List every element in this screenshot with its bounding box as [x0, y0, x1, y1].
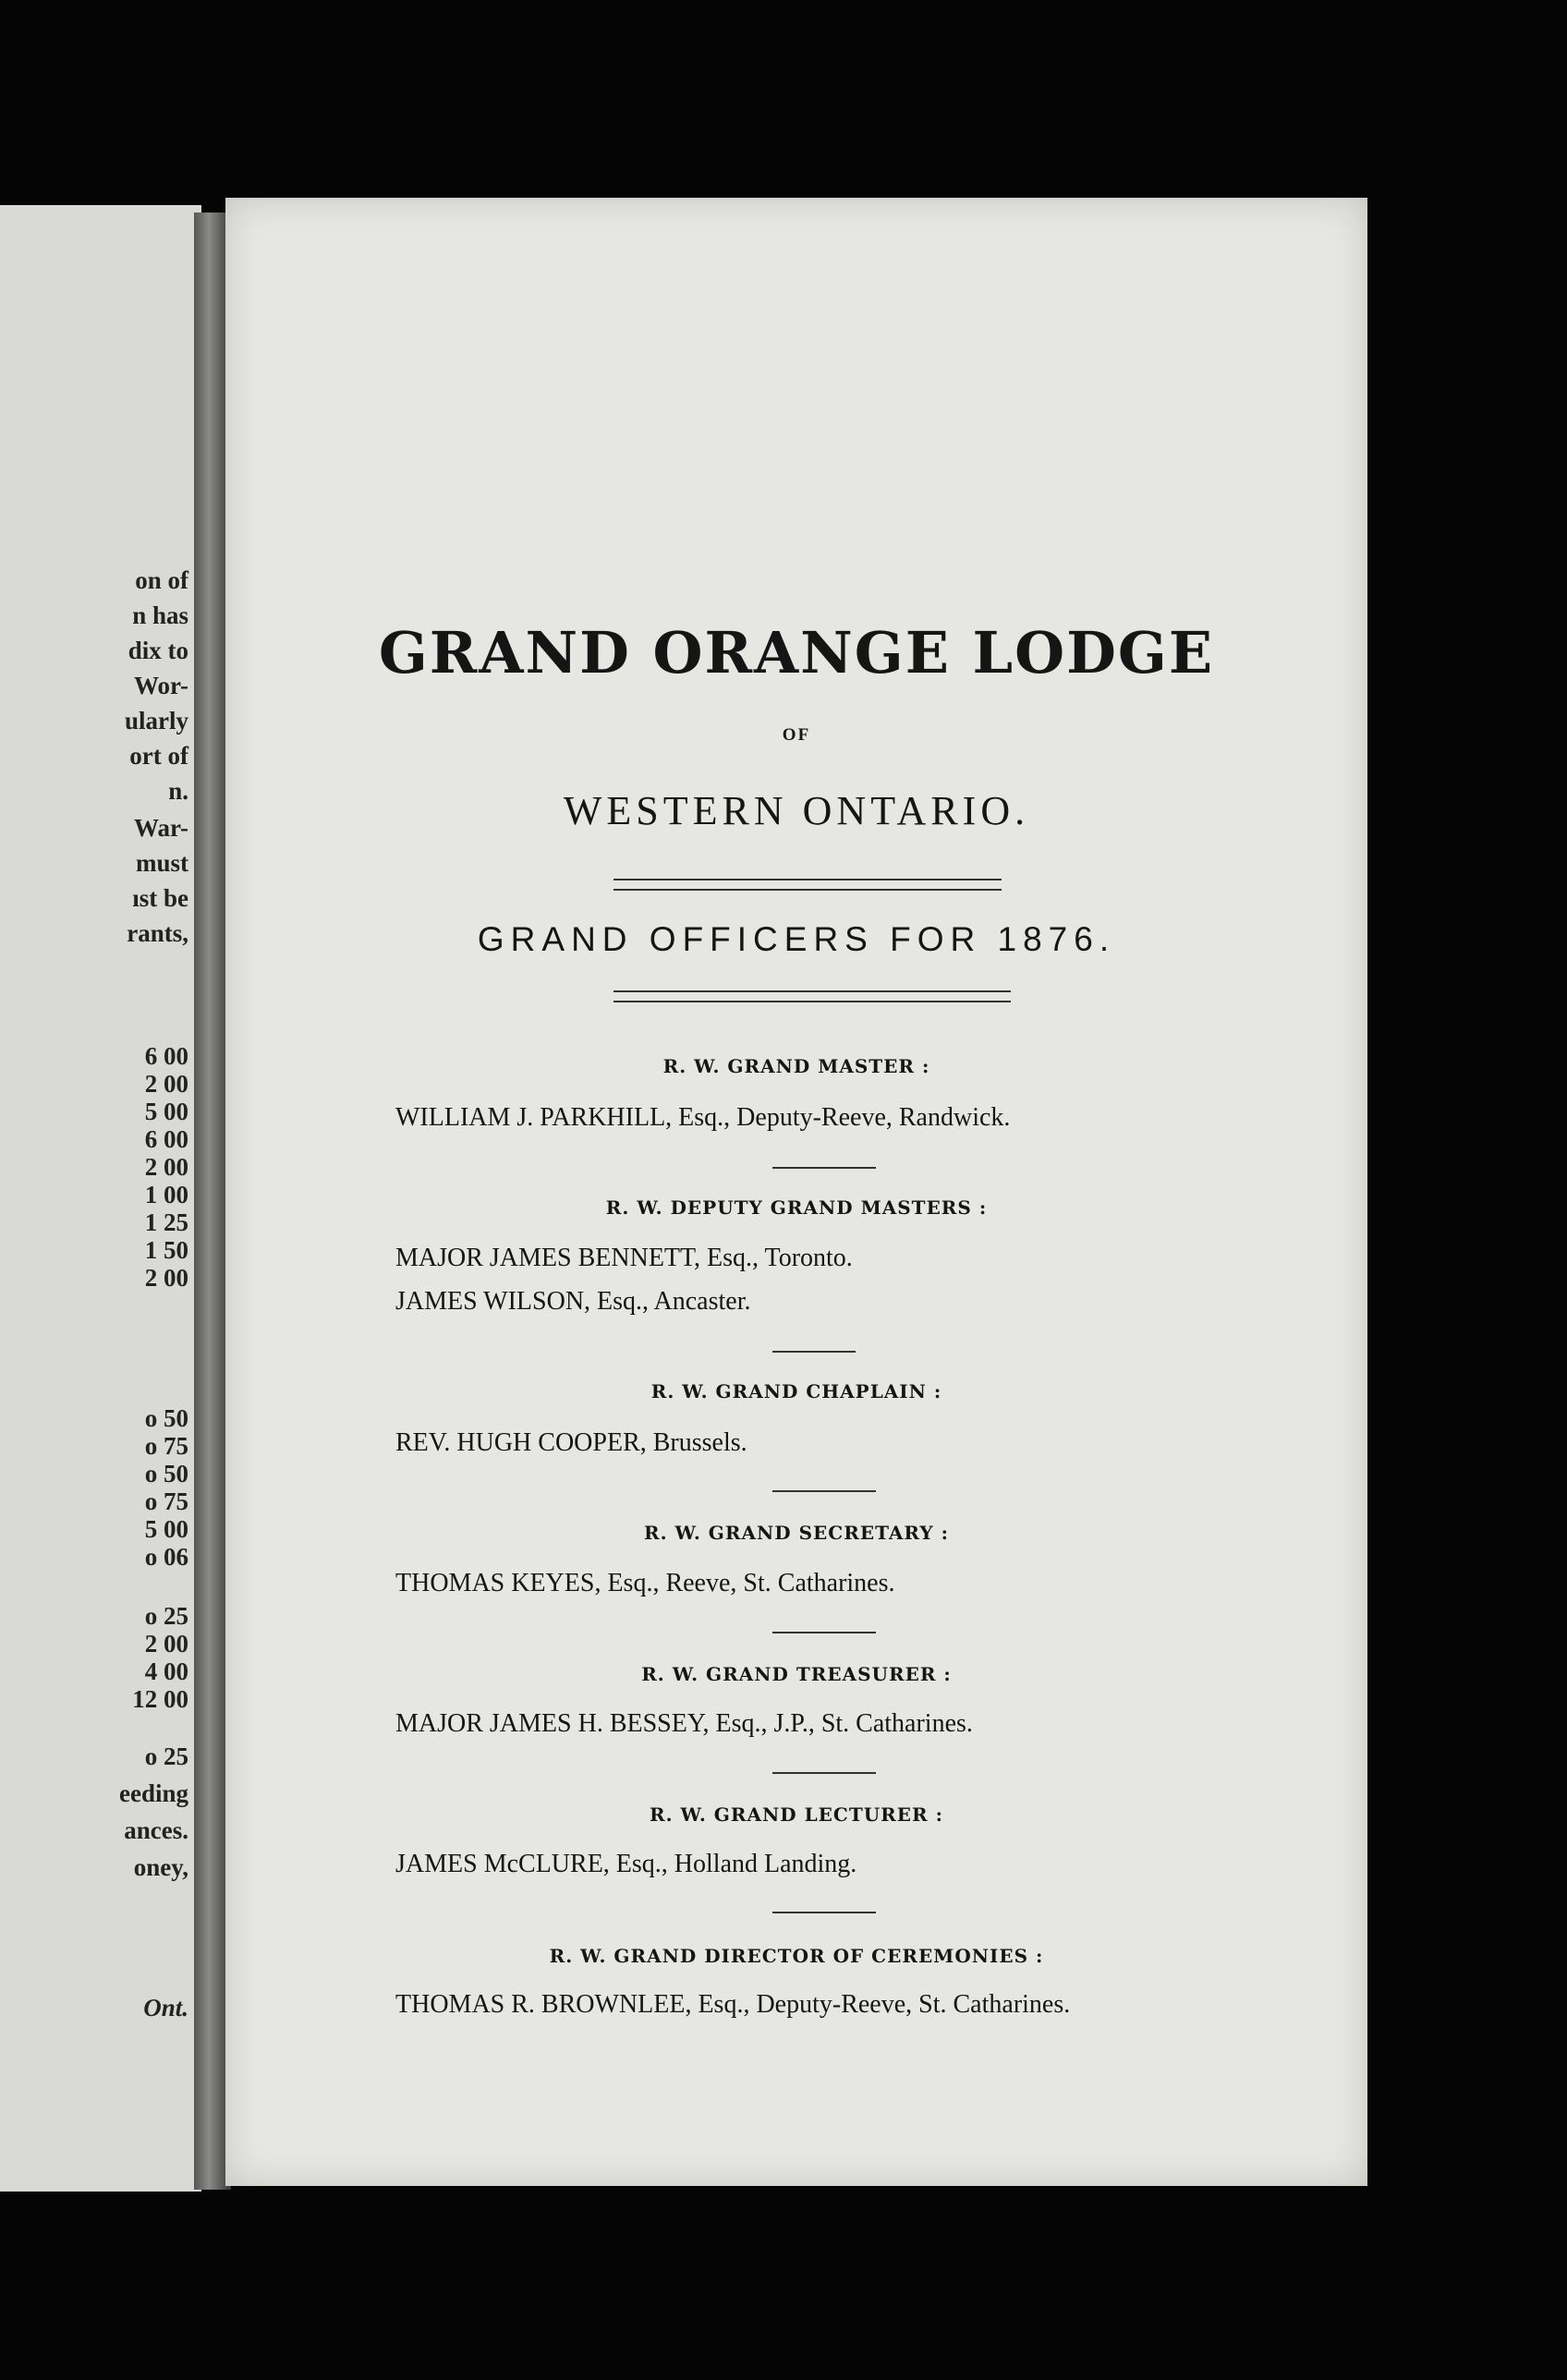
left-text-line: War- — [134, 814, 188, 842]
left-text-line: 2 00 — [144, 1070, 188, 1098]
officer-entry: MAJOR JAMES H. BESSEY, Esq., J.P., St. Catharines. — [395, 1709, 973, 1738]
left-text-line: n. — [168, 777, 188, 805]
section-divider — [772, 1490, 876, 1492]
left-text-line: 1 50 — [144, 1236, 188, 1264]
left-text-line: 4 00 — [144, 1658, 188, 1685]
officer-entry: JAMES WILSON, Esq., Ancaster. — [395, 1287, 751, 1316]
officer-entry: THOMAS KEYES, Esq., Reeve, St. Catharines. — [395, 1569, 895, 1597]
left-text-line: o 50 — [144, 1460, 188, 1488]
double-rule — [613, 879, 1002, 891]
section-divider — [772, 1912, 876, 1913]
title-of: OF — [782, 725, 811, 745]
left-text-line: o 50 — [144, 1404, 188, 1432]
left-text-line: o 25 — [144, 1602, 188, 1630]
section-heading: R. W. DEPUTY GRAND MASTERS : — [605, 1196, 988, 1219]
document-title: GRAND ORANGE LODGE — [378, 619, 1215, 686]
left-text-line: on of — [135, 566, 188, 594]
left-text-line: ıst be — [132, 884, 188, 912]
left-text-line: ort of — [129, 742, 188, 770]
left-text-line: rants, — [127, 919, 188, 947]
section-heading: R. W. GRAND SECRETARY : — [643, 1522, 950, 1544]
section-heading: R. W. GRAND LECTURER : — [649, 1803, 943, 1826]
left-text-line: 5 00 — [144, 1098, 188, 1125]
left-text-line: must — [135, 849, 188, 877]
officer-entry: WILLIAM J. PARKHILL, Esq., Deputy-Reeve, Randwick. — [395, 1103, 1011, 1132]
left-text-line: 1 00 — [144, 1181, 188, 1208]
region-title: WESTERN ONTARIO. — [563, 788, 1030, 833]
left-text-line: o 75 — [144, 1488, 188, 1515]
left-text-line: 6 00 — [144, 1125, 188, 1153]
section-heading: R. W. GRAND TREASURER : — [641, 1663, 952, 1685]
left-text-line: oney, — [133, 1853, 188, 1881]
section-divider — [772, 1772, 876, 1774]
left-text-line: o 25 — [144, 1742, 188, 1770]
left-text-line: Wor- — [134, 672, 188, 699]
section-heading: R. W. GRAND DIRECTOR OF CEREMONIES : — [549, 1945, 1044, 1967]
left-text-line: 12 00 — [132, 1685, 188, 1713]
section-divider — [772, 1167, 876, 1169]
left-text-line: 1 25 — [144, 1208, 188, 1236]
left-text-line: 6 00 — [144, 1042, 188, 1070]
section-divider — [772, 1632, 876, 1633]
left-text-line: ularly — [124, 707, 188, 735]
officer-entry: REV. HUGH COOPER, Brussels. — [395, 1428, 747, 1457]
left-text-line: eeding — [118, 1779, 188, 1807]
left-page-fragment — [0, 205, 201, 2192]
officer-entry: THOMAS R. BROWNLEE, Esq., Deputy-Reeve, St. Catharines. — [395, 1990, 1071, 2019]
section-heading: R. W. GRAND MASTER : — [662, 1055, 930, 1077]
left-text-line: Ont. — [143, 1994, 188, 2022]
left-text-line: o 06 — [144, 1543, 188, 1571]
left-text-line: n has — [132, 601, 188, 629]
left-text-line: 2 00 — [144, 1630, 188, 1658]
officer-entry: JAMES McCLURE, Esq., Holland Landing. — [395, 1850, 857, 1878]
left-text-line: 2 00 — [144, 1264, 188, 1292]
double-rule — [613, 990, 1011, 1002]
left-text-line: o 75 — [144, 1432, 188, 1460]
left-text-line: dix to — [128, 637, 188, 664]
left-text-line: ances. — [124, 1816, 188, 1844]
left-text-line: 5 00 — [144, 1515, 188, 1543]
section-heading: R. W. GRAND CHAPLAIN : — [650, 1380, 942, 1402]
section-divider — [772, 1351, 856, 1353]
officer-entry: MAJOR JAMES BENNETT, Esq., Toronto. — [395, 1244, 853, 1272]
left-text-line: 2 00 — [144, 1153, 188, 1181]
document-page — [225, 198, 1367, 2186]
officers-subtitle: GRAND OFFICERS FOR 1876. — [477, 920, 1116, 958]
